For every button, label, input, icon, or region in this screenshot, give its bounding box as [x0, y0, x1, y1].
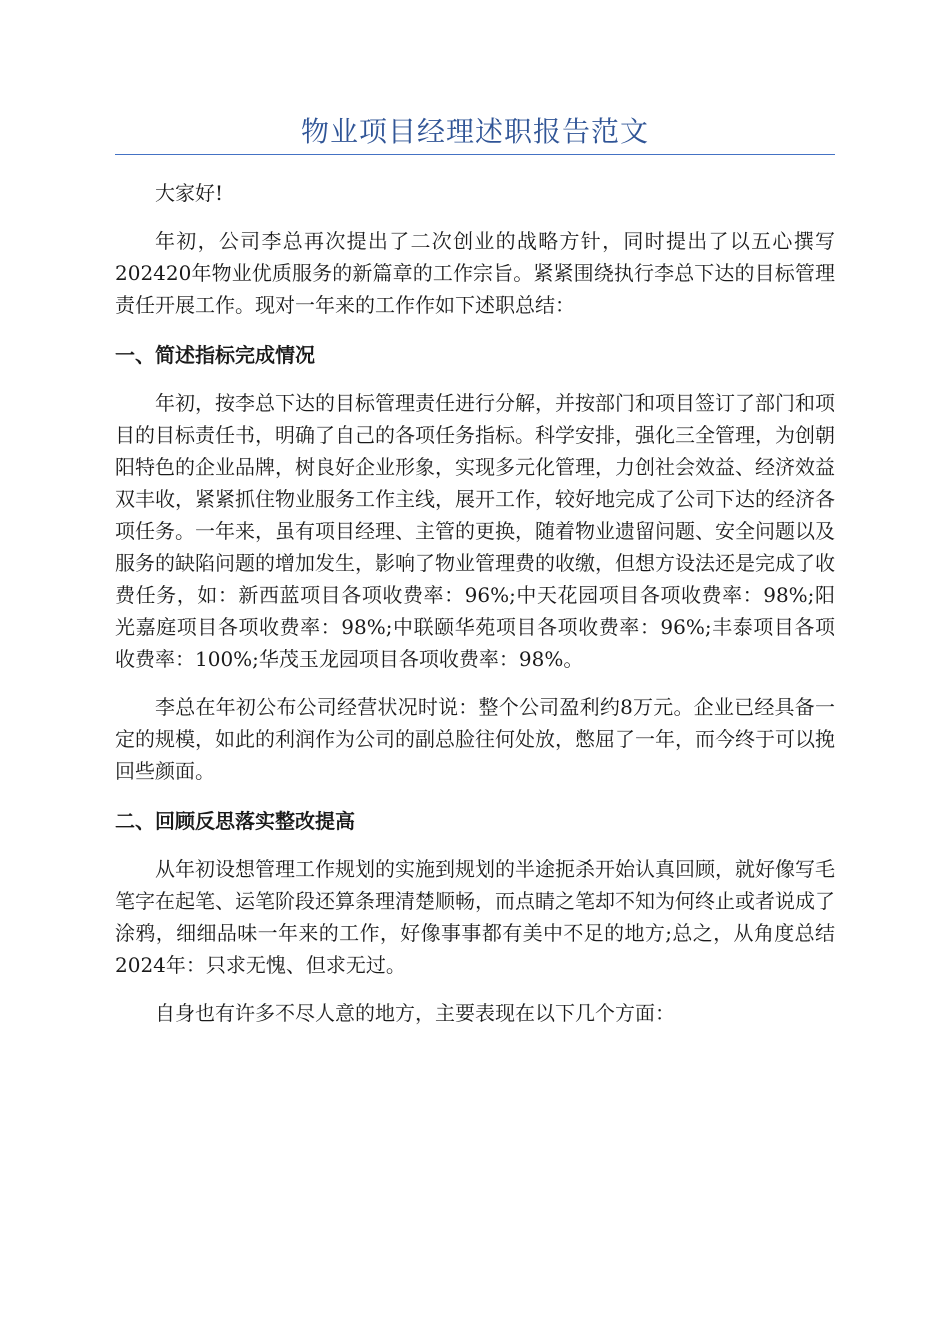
document-title: 物业项目经理述职报告范文: [115, 112, 835, 155]
document-page: [115, 112, 835, 1029]
section1-paragraph-1: 年初，按李总下达的目标管理责任进行分解，并按部门和项目签订了部门和项目的目标责任书，明确了自己的各项任务指标。科学安排，强化三全管理，为创朝阳特色的企业品牌，树良好企业形象，实现多元化管理，力创社会效益、经济效益双丰收，紧紧抓住物业服务工作主线，展开工作，较好地完成了公司下达的经济各项任务。一年来，虽有项目经理、主管的更换，随着物业遗留问题、安全问题以及服务的缺陷问题的增加发生，影响了物业管理费的收缴，但想方设法还是完成了收费任务，如：新西蓝项目各项收费率：96%;中天花园项目各项收费率：98%;阳光嘉庭项目各项收费率：98%;中联颐华苑项目各项收费率：96%;丰泰项目各项收费率：100%;华茂玉龙园项目各项收费率：98%。: [115, 391, 835, 671]
section2-paragraph-1: 从年初设想管理工作规划的实施到规划的半途扼杀开始认真回顾，就好像写毛笔字在起笔、运笔阶段还算条理清楚顺畅，而点睛之笔却不知为何终止或者说成了涂鸦，细细品味一年来的工作，好像事事都有美中不足的地方;总之，从角度总结2024年：只求无愧、但求无过。: [115, 857, 835, 977]
section-heading-1: 一、简述指标完成情况: [115, 343, 315, 367]
section2-paragraph-2: 自身也有许多不尽人意的地方，主要表现在以下几个方面：: [155, 1001, 675, 1025]
intro-paragraph: 年初，公司李总再次提出了二次创业的战略方针，同时提出了以五心撰写202420年物业优质服务的新篇章的工作宗旨。紧紧围绕执行李总下达的目标管理责任开展工作。现对一年来的工作作如下述职总结：: [115, 229, 835, 317]
section1-paragraph-2: 李总在年初公布公司经营状况时说：整个公司盈利约8万元。企业已经具备一定的规模，如此的利润作为公司的副总脸往何处放，憋屈了一年，而今终于可以挽回些颜面。: [115, 695, 835, 783]
greeting: 大家好!: [155, 181, 224, 205]
section-heading-2: 二、回顾反思落实整改提高: [115, 809, 355, 833]
